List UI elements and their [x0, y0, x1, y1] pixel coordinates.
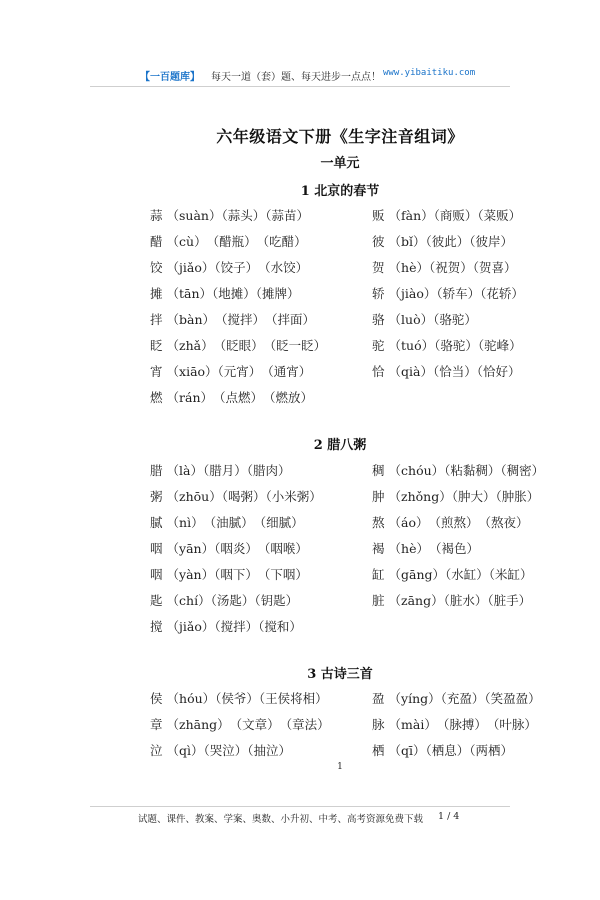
vocab-entry [150, 362, 311, 380]
vocab-char: 泣 [150, 743, 163, 758]
vocab-detail: （tuó）（骆驼）（驼峰） [388, 338, 522, 353]
vocab-detail: （hè）（祝贺）（贺喜） [388, 260, 517, 275]
vocab-detail: （jiào）（轿车）（花轿） [388, 286, 524, 301]
page-number: 1 [337, 762, 343, 772]
vocab-entry [150, 388, 313, 406]
vocab-char: 醋 [150, 234, 163, 249]
vocab-char: 轿 [372, 286, 385, 301]
vocab-char: 腊 [150, 463, 163, 478]
vocab-char: 栖 [372, 743, 385, 758]
lesson-title: 3 古诗三首 [307, 667, 373, 682]
vocab-entry [150, 741, 291, 759]
vocab-char: 搅 [150, 619, 163, 634]
lesson-title: 2 腊八粥 [313, 438, 367, 453]
vocab-entry [150, 284, 300, 302]
vocab-entry [372, 741, 513, 759]
vocab-char: 恰 [372, 364, 385, 379]
vocab-char: 褐 [372, 541, 385, 556]
vocab-detail: （cù） （醋瓶） （吃醋） [166, 234, 307, 249]
vocab-char: 侯 [150, 691, 163, 706]
vocab-char: 拌 [150, 312, 163, 327]
vocab-char: 宵 [150, 364, 163, 379]
vocab-entry [150, 336, 326, 354]
vocab-detail: （gāng）（水缸）（米缸） [388, 567, 533, 582]
vocab-char: 骆 [372, 312, 385, 327]
vocab-detail: （zhǎ） （眨眼） （眨一眨） [166, 338, 327, 353]
vocab-detail: （chóu）（粘黏稠）（稠密） [388, 463, 545, 478]
vocab-detail: （zhǒng）（肿大）（肿胀） [388, 489, 540, 504]
vocab-detail: （bàn） （搅拌） （拌面） [166, 312, 316, 327]
page-footer [138, 811, 460, 825]
vocab-char: 眨 [150, 338, 163, 353]
page-count: 1 / 4 [438, 811, 460, 822]
vocab-detail: （chí）（汤匙）（钥匙） [166, 593, 299, 608]
vocab-entry [372, 258, 516, 276]
vocab-detail: （rán） （点燃） （燃放） [166, 390, 313, 405]
vocab-detail: （yàn）（咽下） （下咽） [166, 567, 308, 582]
vocab-detail: （áo） （煎熬） （熬夜） [388, 515, 529, 530]
footer-divider [90, 806, 510, 807]
vocab-detail: （jiǎo）（搅拌）（搅和） [166, 619, 302, 634]
vocab-detail: （xiāo）（元宵） （通宵） [166, 364, 312, 379]
vocab-entry [150, 565, 308, 583]
vocab-detail: （qì）（哭泣）（抽泣） [166, 743, 292, 758]
vocab-entry [372, 539, 479, 557]
vocab-detail: （zhāng） （文章） （章法） [166, 717, 330, 732]
vocab-char: 燃 [150, 390, 163, 405]
vocab-entry [372, 591, 531, 609]
vocab-entry [150, 513, 304, 531]
vocab-entry [150, 591, 298, 609]
vocab-entry [372, 461, 544, 479]
vocab-entry [150, 487, 322, 505]
vocab-entry [372, 565, 533, 583]
vocab-char: 腻 [150, 515, 163, 530]
vocab-entry [372, 715, 537, 733]
vocab-char: 彼 [372, 234, 385, 249]
vocab-detail: （bǐ）（彼此）（彼岸） [388, 234, 514, 249]
vocab-detail: （hè） （褐色） [388, 541, 479, 556]
footer-text: 试题、课件、教案、学案、奥数、小升初、中考、高考资源免费下载 [138, 814, 424, 825]
vocab-detail: （là）（腊月）（腊肉） [166, 463, 291, 478]
vocab-char: 驼 [372, 338, 385, 353]
vocab-char: 稠 [372, 463, 385, 478]
vocab-char: 咽 [150, 541, 163, 556]
vocab-detail: （tān）（地摊）（摊牌） [166, 286, 300, 301]
vocab-entry [372, 487, 539, 505]
vocab-entry [150, 617, 302, 635]
vocab-entry [150, 715, 330, 733]
vocab-char: 贺 [372, 260, 385, 275]
vocab-entry [372, 513, 529, 531]
vocab-detail: （nì） （油腻） （细腻） [166, 515, 304, 530]
vocab-char: 熬 [372, 515, 385, 530]
vocab-char: 匙 [150, 593, 163, 608]
vocab-char: 脉 [372, 717, 385, 732]
vocab-entry [150, 310, 315, 328]
vocab-detail: （qià）（恰当）（恰好） [388, 364, 521, 379]
vocab-char: 脏 [372, 593, 385, 608]
lesson-title: 1 北京的春节 [300, 184, 380, 199]
brand-label[interactable]: 【一百题库】 [140, 72, 200, 83]
vocab-entry [372, 232, 513, 250]
vocab-entry [150, 539, 308, 557]
vocab-entry [372, 284, 524, 302]
vocab-detail: （qī）（栖息）（两栖） [388, 743, 514, 758]
vocab-detail: （fàn）（商贩）（菜贩） [388, 208, 522, 223]
vocab-entry [372, 206, 521, 224]
site-url[interactable]: www.yibaitiku.com [383, 68, 476, 78]
vocab-entry [150, 461, 290, 479]
vocab-entry [150, 689, 328, 707]
vocab-detail: （hóu）（侯爷）（王侯将相） [166, 691, 328, 706]
vocab-char: 盈 [372, 691, 385, 706]
vocab-char: 蒜 [150, 208, 163, 223]
page-header [0, 64, 600, 84]
vocab-char: 饺 [150, 260, 163, 275]
vocab-char: 咽 [150, 567, 163, 582]
vocab-entry [372, 689, 541, 707]
header-slogan: 每天一道（套）题、每天进步一点点！ [211, 72, 381, 83]
vocab-entry [150, 206, 309, 224]
vocab-detail: （yān）（咽炎） （咽喉） [166, 541, 308, 556]
vocab-entry [150, 258, 308, 276]
vocab-char: 肿 [372, 489, 385, 504]
vocab-char: 缸 [372, 567, 385, 582]
vocab-detail: （zāng）（脏水）（脏手） [388, 593, 532, 608]
vocab-detail: （jiǎo）（饺子） （水饺） [166, 260, 309, 275]
vocab-detail: （yíng）（充盈）（笑盈盈） [388, 691, 541, 706]
vocab-char: 摊 [150, 286, 163, 301]
document-title: 六年级语文下册《生字注音组词》 [216, 127, 464, 146]
vocab-detail: （zhōu）（喝粥）（小米粥） [166, 489, 322, 504]
vocab-entry [372, 336, 522, 354]
vocab-detail: （luò）（骆驼） [388, 312, 477, 327]
header-divider [90, 86, 510, 87]
vocab-entry [150, 232, 307, 250]
vocab-char: 粥 [150, 489, 163, 504]
vocab-char: 章 [150, 717, 163, 732]
vocab-detail: （suàn）（蒜头）（蒜苗） [166, 208, 309, 223]
unit-title: 一单元 [320, 156, 360, 171]
vocab-detail: （mài） （脉搏） （叶脉） [388, 717, 537, 732]
vocab-entry [372, 310, 477, 328]
vocab-char: 贩 [372, 208, 385, 223]
vocab-entry [372, 362, 520, 380]
